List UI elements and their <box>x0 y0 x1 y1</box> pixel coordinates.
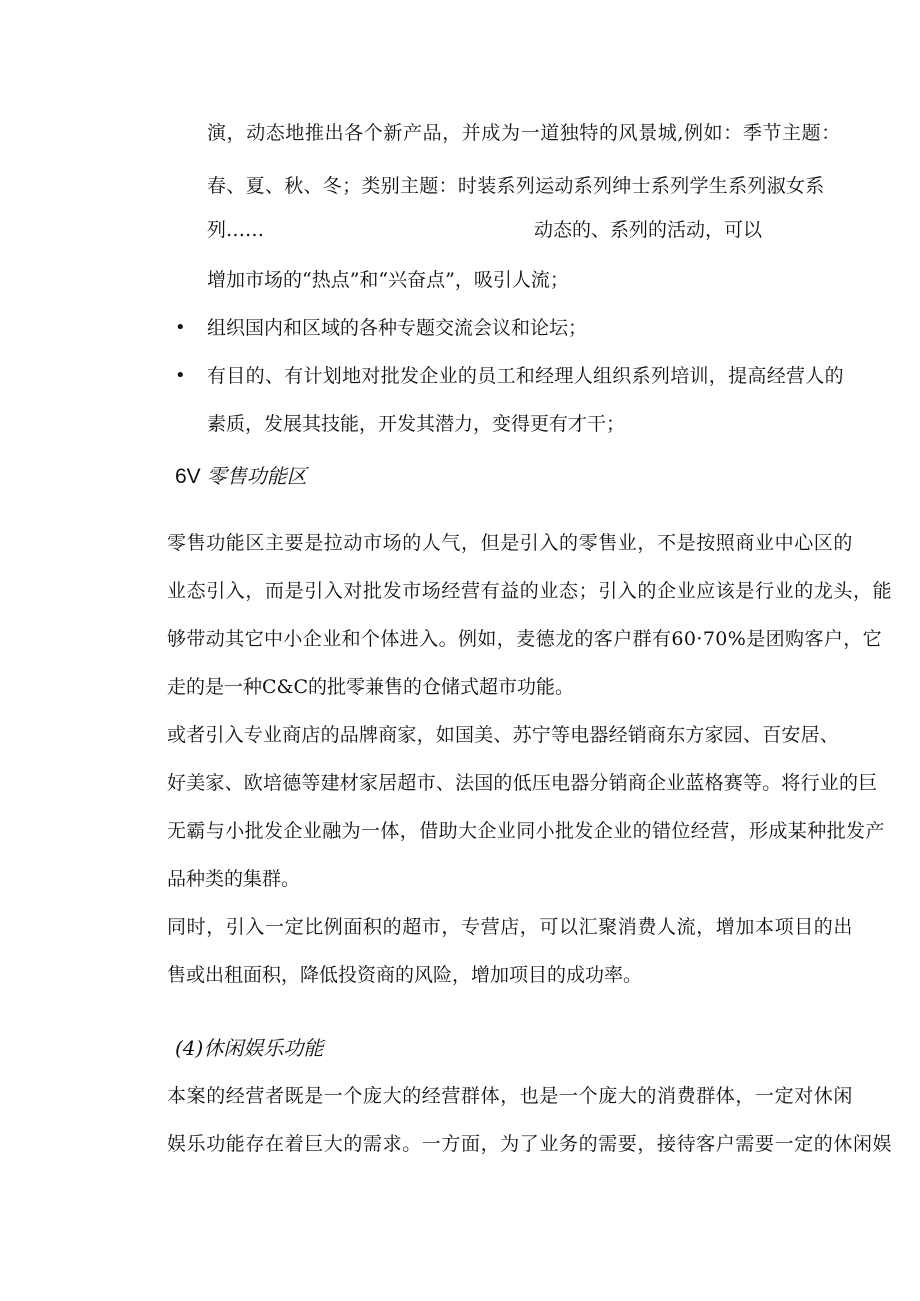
retail-p1-line-4: 走的是一种C&C的批零兼售的仓储式超市功能。 <box>167 676 574 698</box>
intro-line-2: 春、夏、秋、冬；类别主题：时装系列运动系列绅士系列学生系列淑女系 <box>207 175 825 197</box>
section-number: 6V <box>175 465 201 488</box>
intro-line-1: 演，动态地推出各个新产品，并成为一道独特的风景城,例如：季节主题： <box>207 122 841 144</box>
retail-p1-line-1: 零售功能区主要是拉动市场的人气，但是引入的零售业，不是按照商业中心区的 <box>167 532 854 554</box>
section-title: 零售功能区 <box>206 464 307 488</box>
bullet-item-1-line-1: 组织国内和区域的各种专题交流会议和论坛； <box>207 317 588 339</box>
bullet-marker: • <box>175 317 186 338</box>
intro-line-3: 列…… <box>207 219 265 241</box>
retail-p2-line-4: 品种类的集群。 <box>167 868 301 890</box>
section-title: (4)休闲娱乐功能 <box>175 1036 324 1060</box>
section-heading-retail <box>175 462 307 491</box>
retail-p1-line-3: 够带动其它中小企业和个体进入。例如，麦德龙的客户群有60·70%是团购客户，它 <box>167 628 883 650</box>
section-heading-leisure <box>175 1034 323 1063</box>
retail-p2-line-3: 无霸与小批发企业融为一体，借助大企业同小批发企业的错位经营，形成某种批发产 <box>167 820 885 842</box>
bullet-marker: • <box>175 365 186 386</box>
bullet-item-2-line-2: 素质，发展其技能，开发其潜力，变得更有才干； <box>207 413 626 435</box>
retail-p3-line-2: 售或出租面积，降低投资商的风险，增加项目的成功率。 <box>167 964 643 986</box>
retail-p2-line-2: 好美家、欧培德等建材家居超市、法国的低压电器分销商企业蓝格赛等。将行业的巨 <box>167 772 878 794</box>
retail-p2-line-1: 或者引入专业商店的品牌商家，如国美、苏宁等电器经销商东方家园、百安居、 <box>167 724 840 746</box>
intro-line-4: 增加市场的“热点”和“兴奋点”，吸引人流； <box>207 269 569 291</box>
intro-line-3b: 动态的、系列的活动，可以 <box>534 219 763 241</box>
retail-p1-line-2: 业态引入，而是引入对批发市场经营有益的业态；引入的企业应该是行业的龙头，能 <box>167 580 893 602</box>
leisure-p1-line-1: 本案的经营者既是一个庞大的经营群体，也是一个庞大的消费群体，一定对休闲 <box>167 1085 854 1107</box>
retail-p3-line-1: 同时，引入一定比例面积的超市，专营店，可以汇聚消费人流，增加本项目的出 <box>167 916 854 938</box>
leisure-p1-line-2: 娱乐功能存在着巨大的需求。一方面，为了业务的需要，接待客户需要一定的休闲娱 <box>167 1133 893 1155</box>
bullet-item-2-line-1: 有目的、有计划地对批发企业的员工和经理人组织系列培训，提高经营人的 <box>207 365 844 387</box>
